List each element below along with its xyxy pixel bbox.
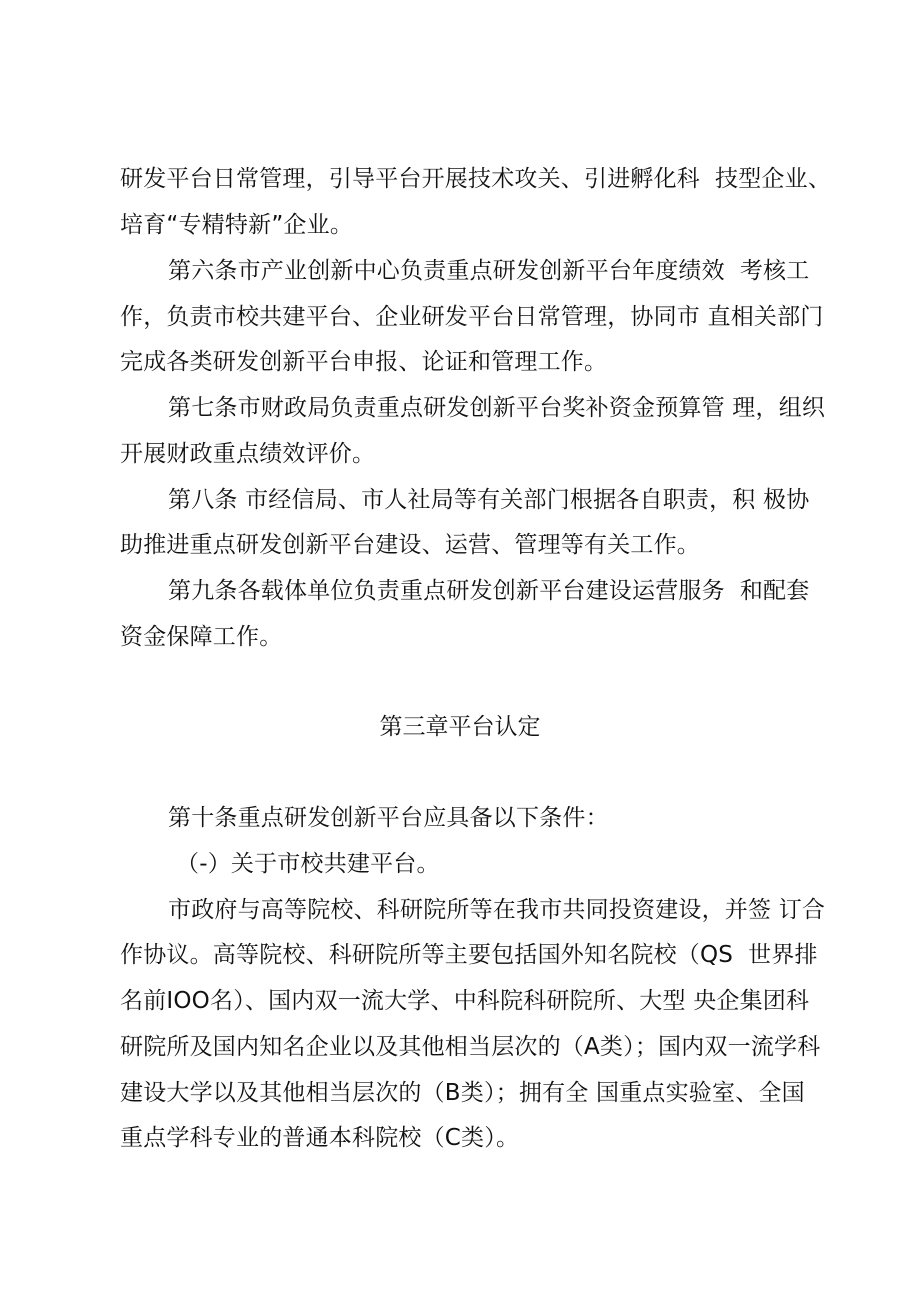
article-8-line: 第八条 市经信局、市人社局等有关部门根据各自职责，积 极协: [168, 487, 810, 513]
article-6-line: 第六条市产业创新中心负责重点研发创新平台年度绩效 考核工: [168, 258, 810, 284]
body-line: 作，负责市校共建平台、企业研发平台日常管理，协同市 直相关部门: [120, 304, 824, 330]
body-line: 重点学科专业的普通本科院校（C类）。: [120, 1125, 520, 1151]
body-line: 助推进重点研发创新平台建设、运营、管理等有关工作。: [120, 532, 700, 558]
body-line: 资金保障工作。: [120, 624, 283, 650]
body-line: 市政府与高等院校、科研院所等在我市共同投资建设，并签 订合: [168, 897, 826, 923]
chapter-heading: 第三章平台认定: [379, 714, 541, 740]
body-line: 研院所及国内知名企业以及其他相当层次的（A类）；国内双一流学科: [120, 1034, 821, 1060]
subsection-heading: （-）关于市校共建平台。: [176, 851, 440, 877]
article-9-line: 第九条各载体单位负责重点研发创新平台建设运营服务 和配套: [168, 578, 810, 604]
body-line: 培育“专精特新”企业。: [120, 212, 354, 238]
body-line: 作协议。高等院校、科研院所等主要包括国外知名院校（QS 世界排: [120, 942, 818, 968]
article-10-line: 第十条重点研发创新平台应具备以下条件：: [168, 805, 609, 831]
body-line: 建设大学以及其他相当层次的（B类）；拥有全 国重点实验室、全国: [120, 1080, 805, 1106]
article-7-line: 第七条市财政局负责重点研发创新平台奖补资金预算管 理，组织: [168, 395, 826, 421]
body-line: 完成各类研发创新平台申报、论证和管理工作。: [120, 349, 608, 375]
body-line: 研发平台日常管理，引导平台开展技术攻关、引进孵化科 技型企业、: [120, 166, 832, 192]
body-line: 名前IOO名）、国内双一流大学、中科院科研院所、大型 央企集团科: [120, 988, 810, 1014]
body-line: 开展财政重点绩效评价。: [120, 441, 376, 467]
